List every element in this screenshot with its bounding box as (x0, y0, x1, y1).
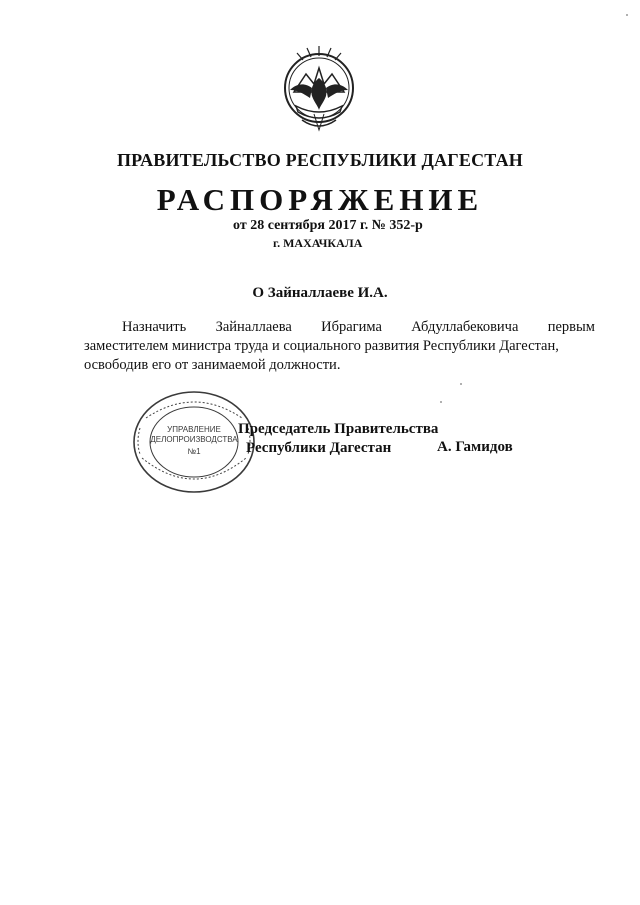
body-word: первым (547, 319, 595, 335)
document-body (84, 318, 595, 375)
scan-speck (626, 14, 628, 16)
body-word: Ибрагима (321, 319, 382, 335)
body-line-2: заместителем министра труда и социального развития Республики Дагестан, (84, 338, 559, 354)
coat-of-arms-emblem (274, 44, 364, 136)
body-line-1 (84, 318, 595, 337)
seal-text-line-2: ДЕЛОПРОИЗВОДСТВА (150, 435, 238, 444)
signatory-position-line-2: Республики Дагестан (246, 440, 392, 456)
body-word: Зайналлаева (215, 319, 292, 335)
body-line-3: освободив его от занимаемой должности. (84, 357, 341, 373)
document-subject: О Зайналлаеве И.А. (252, 285, 388, 301)
signatory-position (238, 420, 438, 458)
seal-text-line-3: №1 (187, 447, 201, 456)
body-word: Абдуллабековича (411, 319, 519, 335)
signatory-name: А. Гамидов (437, 439, 513, 455)
scan-speck (460, 383, 462, 385)
document-date-number: от 28 сентября 2017 г. № 352-р (233, 218, 423, 233)
seal-text-line-1: УПРАВЛЕНИЕ (167, 425, 221, 434)
document-city: г. МАХАЧКАЛА (273, 236, 363, 250)
document-type-title: РАСПОРЯЖЕНИЕ (156, 182, 484, 217)
signatory-position-line-1: Председатель Правительства (238, 421, 439, 437)
body-word: Назначить (122, 319, 187, 335)
government-title: ПРАВИТЕЛЬСТВО РЕСПУБЛИКИ ДАГЕСТАН (116, 150, 524, 170)
scan-speck (440, 401, 442, 403)
